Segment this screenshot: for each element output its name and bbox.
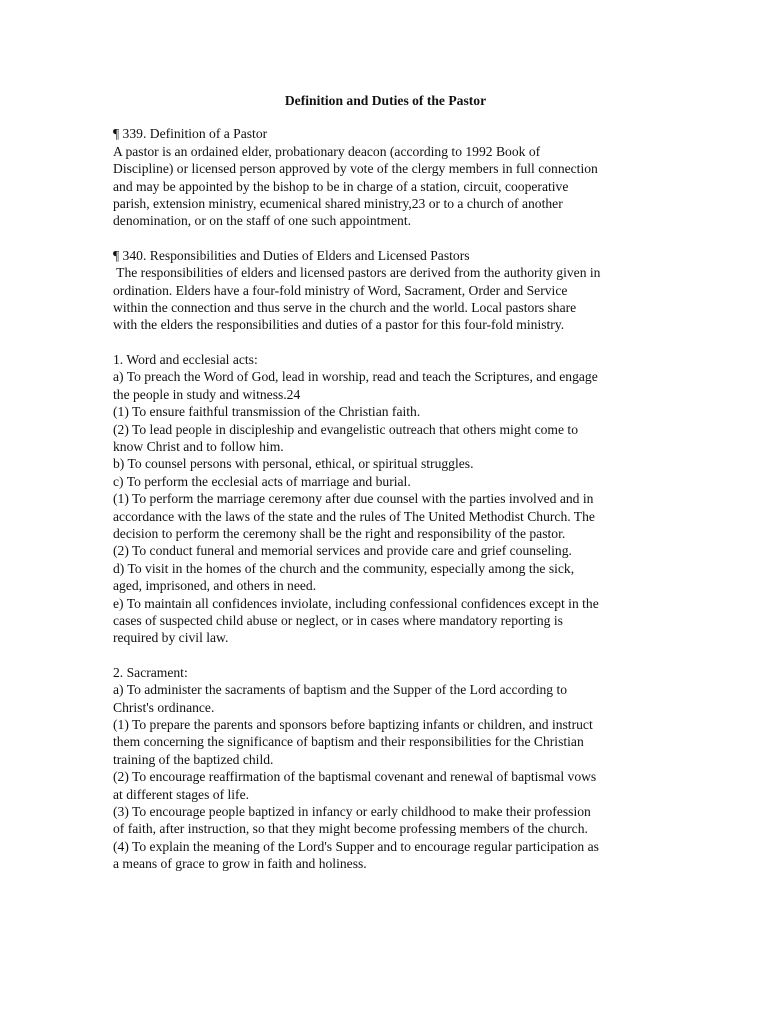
paragraph-line: Discipline) or licensed person approved by vote of the clergy members in full connection bbox=[113, 161, 598, 177]
paragraph-line: parish, extension ministry, ecumenical shared ministry,23 or to a church of another bbox=[113, 196, 563, 212]
list-line: them concerning the significance of baptism and their responsibilities for the Christian bbox=[113, 734, 584, 750]
list-line: required by civil law. bbox=[113, 630, 229, 646]
list-line: e) To maintain all confidences inviolate, including confessional confidences except in the bbox=[113, 595, 599, 611]
list-line: training of the baptized child. bbox=[113, 751, 274, 767]
list-line: (1) To ensure faithful transmission of the Christian faith. bbox=[113, 404, 421, 420]
list-line: (1) To perform the marriage ceremony after due counsel with the parties involved and in bbox=[113, 491, 594, 507]
paragraph-line: The responsibilities of elders and licensed pastors are derived from the authority given in bbox=[113, 265, 601, 281]
document-title: Definition and Duties of the Pastor bbox=[284, 93, 487, 108]
list-line: b) To counsel persons with personal, ethical, or spiritual struggles. bbox=[113, 456, 474, 472]
list-line: c) To perform the ecclesial acts of marriage and burial. bbox=[113, 473, 411, 489]
paragraph-line: A pastor is an ordained elder, probationary deacon (according to 1992 Book of bbox=[113, 143, 541, 159]
list-line: a) To preach the Word of God, lead in worship, read and teach the Scriptures, and engage bbox=[113, 369, 598, 385]
section-word-ecclesial-acts bbox=[113, 351, 658, 647]
list-line: a means of grace to grow in faith and holiness. bbox=[113, 856, 367, 872]
list-line: decision to perform the ceremony shall be the right and responsibility of the pastor. bbox=[113, 525, 566, 541]
list-line: know Christ and to follow him. bbox=[113, 438, 284, 454]
section-definition bbox=[113, 125, 658, 229]
list-line: the people in study and witness.24 bbox=[113, 386, 301, 402]
list-line: accordance with the laws of the state and the rules of The United Methodist Church. The bbox=[113, 508, 595, 524]
list-line: (3) To encourage people baptized in infancy or early childhood to make their profession bbox=[113, 804, 591, 820]
section-sacrament bbox=[113, 664, 658, 873]
list-line: (1) To prepare the parents and sponsors before baptizing infants or children, and instruct bbox=[113, 717, 593, 732]
paragraph-line: ordination. Elders have a four-fold ministry of Word, Sacrament, Order and Service bbox=[113, 282, 568, 298]
list-line: a) To administer the sacraments of baptism and the Supper of the Lord according to bbox=[113, 682, 568, 698]
list-line: (2) To lead people in discipleship and evangelistic outreach that others might come to bbox=[113, 421, 579, 437]
list-line: cases of suspected child abuse or neglect, or in cases where mandatory reporting is bbox=[113, 612, 563, 628]
list-line: (2) To encourage reaffirmation of the baptismal covenant and renewal of baptismal vows bbox=[113, 769, 597, 785]
document-page bbox=[113, 92, 658, 890]
section-heading: ¶ 340. Responsibilities and Duties of Elders and Licensed Pastors bbox=[113, 247, 470, 263]
list-line: aged, imprisoned, and others in need. bbox=[113, 578, 317, 594]
list-line: Christ's ordinance. bbox=[113, 699, 215, 715]
paragraph-line: denomination, or on the staff of one such appointment. bbox=[113, 213, 411, 229]
list-line: (4) To explain the meaning of the Lord's Supper and to encourage regular participation as bbox=[113, 838, 599, 854]
paragraph-line: and may be appointed by the bishop to be in charge of a station, circuit, cooperative bbox=[113, 178, 569, 194]
section-heading: ¶ 339. Definition of a Pastor bbox=[113, 126, 268, 142]
list-line: of faith, after instruction, so that they might become professing members of the church. bbox=[113, 821, 588, 837]
section-responsibilities bbox=[113, 247, 658, 334]
paragraph-line: within the connection and thus serve in the church and the world. Local pastors share bbox=[113, 300, 577, 316]
paragraph-line: with the elders the responsibilities and duties of a pastor for this four-fold ministry. bbox=[113, 317, 565, 333]
list-line: d) To visit in the homes of the church and the community, especially among the sick, bbox=[113, 560, 575, 576]
list-line: at different stages of life. bbox=[113, 786, 250, 802]
list-line: (2) To conduct funeral and memorial services and provide care and grief counseling. bbox=[113, 543, 572, 559]
section-heading: 1. Word and ecclesial acts: bbox=[113, 351, 258, 367]
section-heading: 2. Sacrament: bbox=[113, 664, 188, 680]
